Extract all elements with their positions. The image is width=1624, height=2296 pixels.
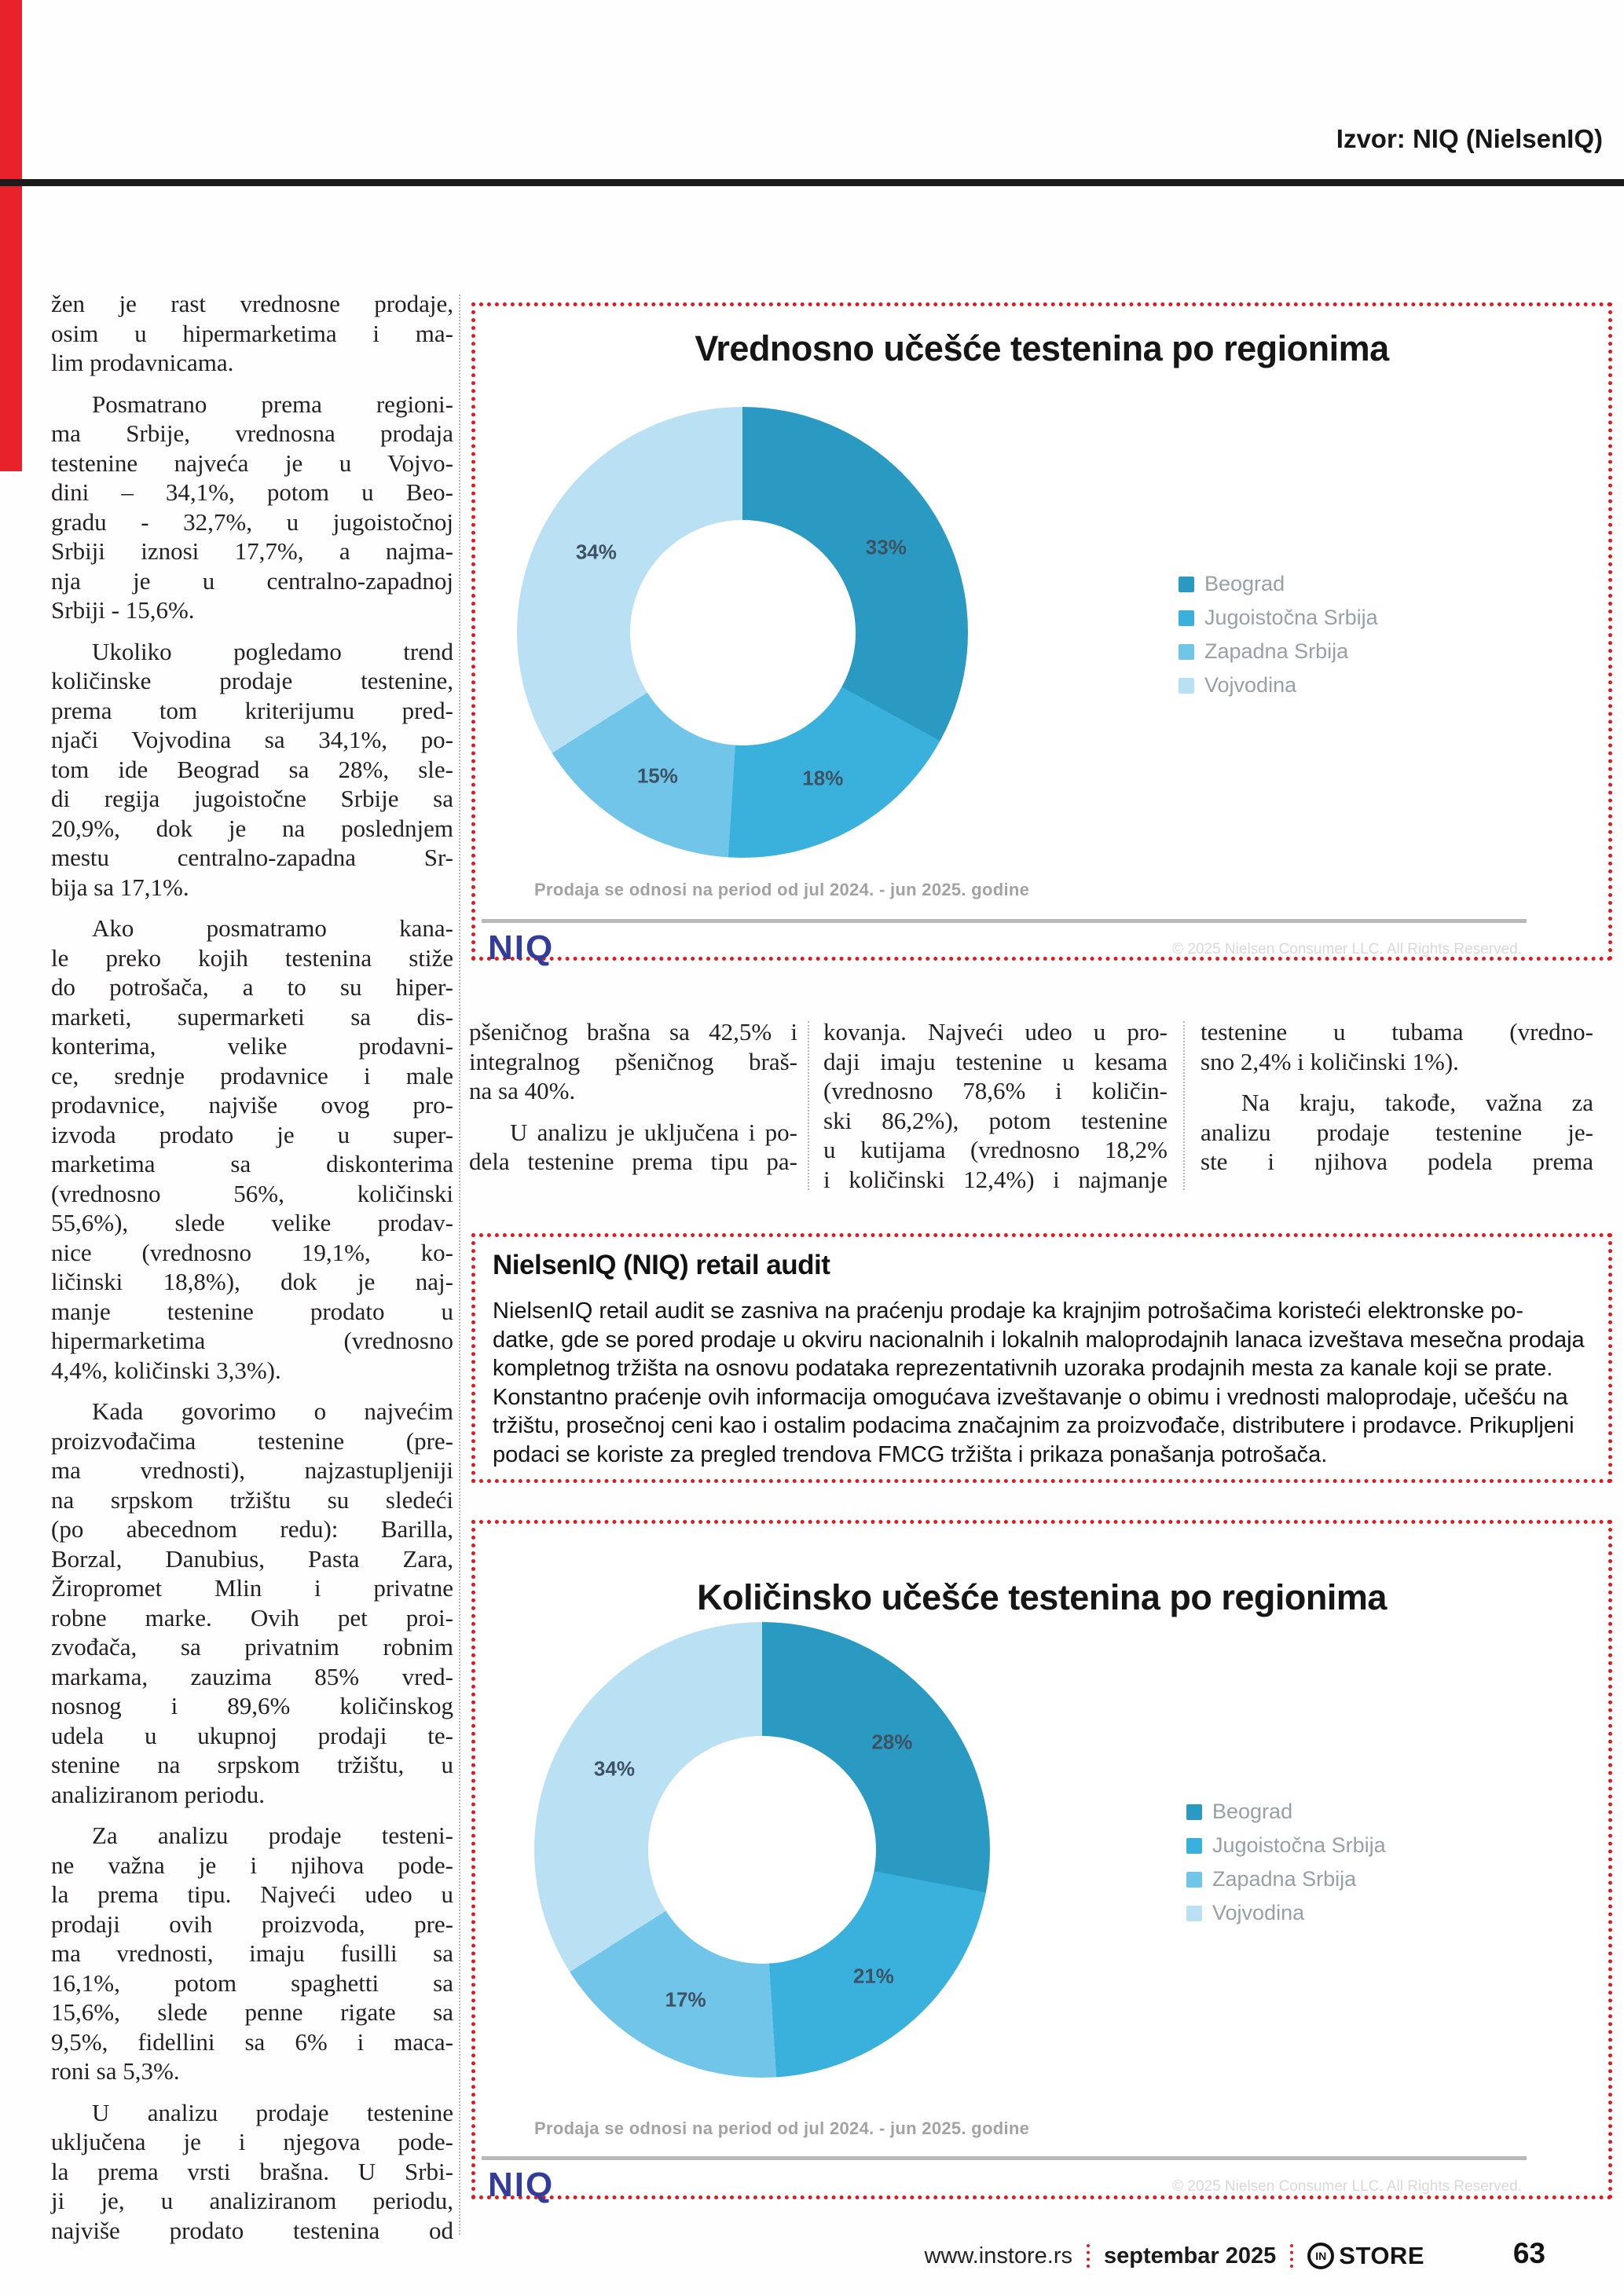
text-line: ma vrednosti, imaju fusilli sa	[51, 1939, 453, 1967]
paragraph	[1201, 1088, 1593, 1177]
text-line: la prema vrsti brašna. U Srbi-	[51, 2157, 453, 2185]
donut-hole	[648, 1736, 876, 1964]
text-line: Ukoliko pogledamo trend	[92, 637, 453, 665]
page-footer	[924, 2240, 1424, 2272]
text-line: roni sa 5,3%.	[51, 2057, 180, 2085]
text-line: 9,5%, fidellini sa 6% i maca-	[51, 2027, 453, 2056]
text-line: Posmatrano prema regioni-	[92, 390, 453, 418]
text-line: Srbiji - 15,6%.	[51, 596, 195, 624]
text-line: Na kraju, takođe, važna za	[1241, 1089, 1593, 1116]
audit-text-line: kompletnog tržišta na osnovu podataka reprezentativnih uzoraka prodajnih mesta za kanale koji se prate.	[493, 1356, 1553, 1381]
chart-box-value-share	[471, 302, 1612, 967]
chart-caption: Prodaja se odnosi na period od jul 2024. - jun 2025. godine	[534, 2118, 1030, 2138]
paragraph	[51, 390, 453, 625]
text-line: U analizu je uključena i po-	[510, 1118, 797, 1146]
text-line: (po abecednom redu): Barilla,	[51, 1515, 453, 1543]
text-line: zvođača, sa privatnim robnim	[51, 1633, 453, 1661]
text-line: testenine najveća je u Vojvo-	[51, 449, 453, 477]
chart-caption: Prodaja se odnosi na period od jul 2024. - jun 2025. godine	[534, 880, 1030, 899]
text-line: ma vrednosti), najzastupljeniji	[51, 1456, 453, 1484]
slice-label: 28%	[871, 1730, 913, 1754]
column-divider	[459, 295, 460, 2235]
paragraph	[823, 1017, 1168, 1194]
donut-hole	[630, 520, 856, 745]
text-line: njači Vojvodina sa 34,1%, po-	[51, 726, 453, 753]
source-label: Izvor: NIQ (NielsenIQ)	[1336, 124, 1603, 153]
text-line: marketima sa diskonterima	[51, 1150, 453, 1177]
text-line: do potrošača, a to su hiper-	[51, 973, 453, 1001]
legend-label: Zapadna Srbija	[1204, 639, 1349, 663]
text-line: ji je, u analiziranom periodu,	[51, 2187, 453, 2214]
text-line: lim prodavnicama.	[51, 349, 234, 376]
text-line: ski 86,2%), potom testenine	[823, 1106, 1168, 1134]
text-line: Za analizu prodaje testeni-	[92, 1822, 453, 1849]
legend-swatch-icon	[1179, 610, 1194, 626]
text-line: prema tom kriterijumu pred-	[51, 696, 453, 724]
chart-legend	[1179, 567, 1378, 702]
donut-chart-volume-share	[534, 1622, 990, 2078]
chart-copyright: © 2025 Nielsen Consumer LLC. All Rights Reserved.	[1172, 2178, 1522, 2195]
legend-item	[1179, 601, 1378, 635]
niq-logo: NIQ	[488, 928, 555, 967]
text-line: najviše prodato testenina od	[51, 2216, 453, 2244]
chart-rule	[482, 919, 1527, 923]
legend-label: Vojvodina	[1204, 673, 1297, 697]
paragraph	[469, 1017, 797, 1106]
text-line: mestu centralno-zapadna Sr-	[51, 844, 453, 871]
column-divider	[1183, 1021, 1185, 1190]
legend-item	[1186, 1896, 1386, 1930]
text-line: prodaji ovih proizvoda, pre-	[51, 1910, 453, 1938]
text-line: proizvođačima testenine (pre-	[51, 1426, 453, 1455]
footer-issue: septembar 2025	[1104, 2243, 1277, 2269]
legend-item	[1179, 635, 1378, 668]
text-line: analiziranom periodu.	[51, 1780, 266, 1808]
instore-logo	[1307, 2242, 1424, 2270]
legend-item	[1186, 1795, 1386, 1829]
text-line: sno 2,4% i količinski 1%).	[1201, 1047, 1459, 1075]
text-line: prodavnice, najviše ovog pro-	[51, 1091, 453, 1119]
audit-text-line: datke, gde se pored prodaje u okviru nacionalnih i lokalnih maloprodajnih lanaca izveštava mesečna prodaja	[493, 1327, 1585, 1353]
text-line: ne važna je i njihova pode-	[51, 1851, 453, 1879]
paragraph	[51, 2098, 453, 2246]
legend-swatch-icon	[1186, 1906, 1202, 1921]
donut-chart-value-share	[517, 407, 968, 858]
text-line: izvoda prodato je u super-	[51, 1120, 453, 1148]
legend-item	[1179, 668, 1378, 702]
text-line: 20,9%, dok je na poslednjem	[51, 814, 453, 842]
text-line: Kada govorimo o najvećim	[92, 1397, 453, 1425]
article-column-mid-2	[823, 1017, 1168, 1206]
chart-legend	[1186, 1795, 1386, 1930]
text-line: ličinski 18,8%), dok je naj-	[51, 1268, 453, 1295]
paragraph	[469, 1118, 797, 1177]
text-line: integralnog pšeničnog braš-	[469, 1047, 797, 1075]
chart-box-volume-share	[471, 1520, 1612, 2204]
paragraph	[51, 1821, 453, 2086]
page-number: 63	[1512, 2237, 1545, 2269]
text-line: stenine na srpskom tržištu, u	[51, 1751, 453, 1778]
footer-separator	[1290, 2244, 1293, 2268]
legend-label: Jugoistočna Srbija	[1204, 606, 1378, 629]
slice-label: 21%	[852, 1964, 894, 1988]
chart-copyright: © 2025 Nielsen Consumer LLC. All Rights Reserved.	[1172, 941, 1522, 958]
text-line: daji imaju testenine u kesama	[823, 1047, 1168, 1075]
text-line: 16,1%, potom spaghetti sa	[51, 1968, 453, 1997]
slice-label: 15%	[636, 764, 678, 788]
text-line: U analizu prodaje testenine	[92, 2098, 453, 2126]
slice-label: 17%	[665, 1987, 706, 2012]
chart-title: Vrednosno učešće testenina po regionima	[695, 328, 1389, 368]
chart-title: Količinsko učešće testenina po regionima	[697, 1577, 1387, 1617]
text-line: na sa 40%.	[469, 1077, 576, 1104]
article-column-left	[51, 289, 453, 2257]
retail-audit-body	[493, 1297, 1593, 1469]
text-line: le preko kojih testenina stiže	[51, 943, 453, 972]
instore-logo-circle-icon: IN	[1307, 2243, 1334, 2269]
audit-text-line: tržištu, prosečnoj ceni kao i ostalim podacima značajnim za proizvođače, distributere i prodavce. Prikupljeni	[493, 1413, 1575, 1438]
header-rule	[0, 179, 1624, 186]
footer-separator	[1087, 2244, 1090, 2268]
legend-label: Beograd	[1204, 572, 1285, 595]
text-line: gradu - 32,7%, u jugoistočnoj	[51, 507, 453, 536]
text-line: analizu prodaje testenine je-	[1201, 1118, 1593, 1146]
text-line: uključena je i njegova pode-	[51, 2128, 453, 2155]
legend-item	[1186, 1829, 1386, 1862]
article-column-mid-3	[1201, 1017, 1593, 1188]
text-line: kovanja. Najveći udeo u pro-	[823, 1018, 1168, 1045]
legend-swatch-icon	[1186, 1872, 1202, 1888]
chart-rule	[482, 2156, 1527, 2160]
text-line: osim u hipermarketima i ma-	[51, 319, 453, 347]
legend-swatch-icon	[1186, 1838, 1202, 1854]
text-line: nice (vrednosno 19,1%, ko-	[51, 1238, 453, 1266]
paragraph	[1201, 1017, 1593, 1076]
text-line: Borzal, Danubius, Pasta Zara,	[51, 1544, 453, 1573]
niq-logo: NIQ	[488, 2166, 555, 2204]
legend-swatch-icon	[1186, 1804, 1202, 1820]
text-line: na srpskom tržištu su sledeći	[51, 1485, 453, 1514]
retail-audit-title: NielsenIQ (NIQ) retail audit	[493, 1250, 830, 1280]
text-line: nosnog i 89,6% količinskog	[51, 1692, 453, 1719]
column-divider	[808, 1021, 809, 1190]
text-line: pšeničnog brašna sa 42,5% i	[469, 1018, 797, 1045]
legend-item	[1186, 1862, 1386, 1896]
slice-label: 33%	[865, 535, 907, 559]
text-line: la prema tipu. Najveći udeo u	[51, 1880, 453, 1908]
audit-text-line: Konstantno praćenje ovih informacija omogućava izveštavanje o obimu i vrednosti maloprodaje, učešću na	[493, 1384, 1568, 1410]
slice-label: 18%	[802, 766, 844, 790]
section-color-bar	[0, 0, 22, 471]
text-line: udela u ukupnoj prodaji te-	[51, 1721, 453, 1749]
instore-logo-text: STORE	[1339, 2242, 1424, 2269]
text-line: manje testenine prodato u	[51, 1297, 453, 1325]
text-line: dela testenine prema tipu pa-	[469, 1148, 797, 1175]
text-line: (vrednosno 78,6% i količin-	[823, 1077, 1168, 1104]
text-line: dini – 34,1%, potom u Beo-	[51, 478, 453, 506]
legend-label: Jugoistočna Srbija	[1212, 1833, 1386, 1857]
text-line: di regija jugoistočne Srbije sa	[51, 785, 453, 812]
text-line: Ako posmatramo kana-	[92, 914, 453, 942]
text-line: robne marke. Ovih pet proi-	[51, 1603, 453, 1631]
text-line: ma Srbije, vrednosna prodaja	[51, 419, 453, 447]
legend-label: Beograd	[1212, 1800, 1293, 1823]
text-line: 55,6%), slede velike prodav-	[51, 1209, 453, 1236]
paragraph	[51, 914, 453, 1385]
text-line: ste i njihova podela prema	[1201, 1148, 1593, 1175]
text-line: u kutijama (vrednosno 18,2%	[823, 1136, 1168, 1163]
text-line: žen je rast vrednosne prodaje,	[51, 290, 453, 317]
text-line: testenine u tubama (vredno-	[1201, 1018, 1593, 1045]
text-line: ce, srednje prodavnice i male	[51, 1061, 453, 1089]
text-line: 4,4%, količinski 3,3%).	[51, 1356, 281, 1384]
text-line: (vrednosno 56%, količinski	[51, 1179, 453, 1207]
legend-swatch-icon	[1179, 577, 1194, 592]
legend-item	[1179, 567, 1378, 601]
paragraph	[51, 637, 453, 903]
text-line: markama, zauzima 85% vred-	[51, 1662, 453, 1690]
paragraph	[51, 1397, 453, 1809]
text-line: 15,6%, slede penne rigate sa	[51, 1998, 453, 2026]
legend-label: Zapadna Srbija	[1212, 1867, 1357, 1891]
retail-audit-box	[471, 1233, 1612, 1483]
audit-text-line: podaci se koriste za pregled trendova FMCG tržišta i prikaza ponašanja potrošača.	[493, 1441, 1328, 1467]
text-line: količinske prodaje testenine,	[51, 667, 453, 694]
text-line: hipermarketima (vrednosno	[51, 1327, 453, 1354]
text-line: nja je u centralno-zapadnoj	[51, 566, 453, 595]
legend-label: Vojvodina	[1212, 1901, 1305, 1924]
paragraph	[51, 289, 453, 378]
text-line: marketi, supermarketi sa dis-	[51, 1002, 453, 1031]
article-column-mid-1	[469, 1017, 797, 1188]
text-line: tom ide Beograd sa 28%, sle-	[51, 755, 453, 783]
legend-swatch-icon	[1179, 678, 1194, 694]
text-line: konterima, velike prodavni-	[51, 1032, 453, 1060]
slice-label: 34%	[575, 540, 617, 564]
legend-swatch-icon	[1179, 644, 1194, 660]
audit-text-line: NielsenIQ retail audit se zasniva na praćenju prodaje ka krajnjim potrošačima koristeći elektronske po-	[493, 1298, 1524, 1324]
text-line: bija sa 17,1%.	[51, 873, 189, 901]
text-line: i količinski 12,4%) i najmanje	[823, 1165, 1168, 1193]
slice-label: 34%	[593, 1756, 635, 1781]
text-line: Srbiji iznosi 17,7%, a najma-	[51, 537, 453, 565]
footer-site: www.instore.rs	[924, 2243, 1073, 2269]
text-line: Žiropromet Mlin i privatne	[51, 1574, 453, 1602]
